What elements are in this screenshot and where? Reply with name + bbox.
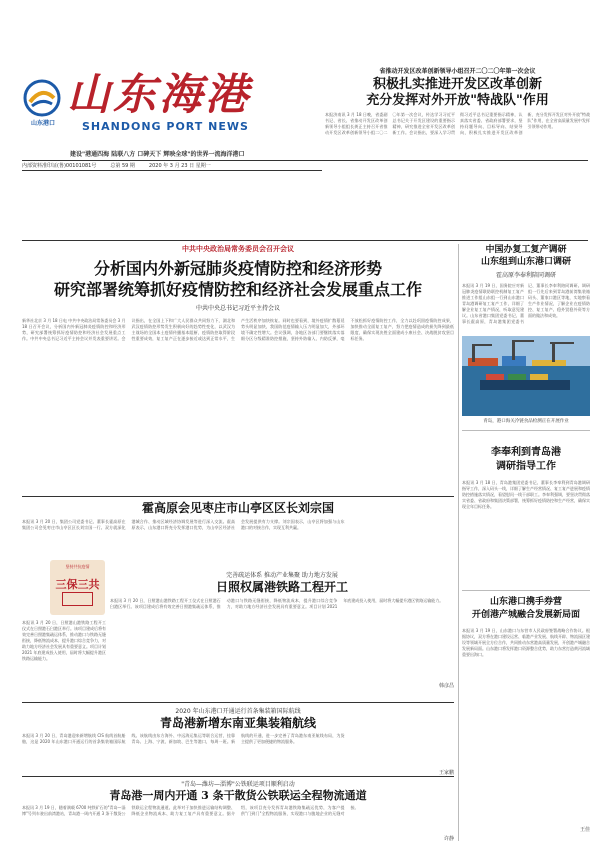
masthead-slogan: 建设"港通四海 陆联八方 口碑天下 辉映全球"的世界一流海洋港口 xyxy=(70,151,245,158)
top-story xyxy=(325,66,590,240)
divider-side-1 xyxy=(462,430,590,431)
side-story-2-title-1: 李奉利到青岛港 xyxy=(491,447,561,458)
issue-date: 2020 年 3 月 23 日 星期一 xyxy=(148,163,211,169)
story-rail-title: 青岛港一周内开通 3 条干散货公铁联运全程物流通道 xyxy=(109,789,367,802)
story-railway-left-col: 本报讯 3 月 20 日，日照港山港铁路工程开工仪式在日照港石臼港区举行。该项目建成后将有效完善日照港集疏运体系，推动港口与铁路无缝衔接，降低物流成本，提升港口综合竞争力，对助力地方经济社会发展具有重要意义。项目计划 2021 年底建成投入使用，届时将大幅提升港区铁路运输能力。 xyxy=(22,620,106,661)
story-rail-body: 本报讯 3 月 19 日，随着满载 6700 吨铁矿石的"青岛—淄博"号列车驶出前湾港站，青岛港一周内开通 3 条干散货公铁联运全程物流通道。此举对于加快推进运输结构调整、降低企业物流成本、助力复工复产具有重要意义。据介绍，该项目充分发挥青岛港铁路集疏运优势，为客户提供"门到门"全程物流服务，实现港口与腹地企业的无缝对接。 xyxy=(22,805,359,816)
side-story-3 xyxy=(462,596,590,841)
side-story-3-title-1: 山东港口携手券营 xyxy=(489,597,562,607)
masthead-english: SHANDONG PORT NEWS xyxy=(82,120,249,133)
side-story-2-body: 本报讯 3 月 18 日，青岛港集团党委书记、董事长李奉利到青岛港调研指导工作，深入码头一线，详细了解生产经营情况、复工复产进展和疫情防控措施落实情况，看望慰问一线干部职工。李奉利强调，要坚决贯彻落实省委、省政府和集团决策部署，统筹抓好疫情防控和生产经营，确保实现全年目标任务。 xyxy=(462,480,590,509)
top-story-title-2: 充分发挥对外开放"特战队"作用 xyxy=(366,93,549,108)
side-story-1-body: 本报讯 3 月 19 日，国务院应对新冠肺炎疫情联防联控机制复工复产推进工作组山东组一行到山东港口青岛港调研复工复产工作，详细了解企业复工复产情况，听取意见建议。山东省港口集团党委书记、董事长霍高原，青岛港集团党委书记、董事长李奉利陪同调研。调研组一行先后来到青岛港前湾集装箱码头、董家口港区等地，实地察看生产作业情况，了解企业在疫情防控、复工复产、稳外贸稳外资等方面的做法和成效。 xyxy=(462,283,590,324)
stamp-box xyxy=(62,592,93,606)
side-story-2 xyxy=(462,446,590,586)
side-story-1-title-2: 中国办复工复产调研 xyxy=(485,245,567,255)
stamp-text: 三保三共 xyxy=(55,578,100,591)
story-shipping-body: 本报讯 3 月 20 日，青岛港迎来新增航线 CIS 航线首航船舶，这是 2020 年山东港口开通运行的首条集装箱国际航线。该航线由东方海外、中远海运集运等联合运营，挂靠青岛、上海、宁波、新加坡、巴生等港口，每周一班。新航线的开通，进一步完善了青岛港东南亚航线布局，为货主提供了更加便捷的物流服务。 xyxy=(22,733,345,744)
divider-4 xyxy=(22,776,454,777)
side-story-1-subtitle: 霍高原李奉利陪同调研 xyxy=(495,272,556,279)
side-story-1-title-3: 山东组到山东港口调研 xyxy=(480,257,571,267)
lead-story-title-1: 分析国内外新冠肺炎疫情防控和经济形势 xyxy=(93,259,382,278)
masthead-rule-bottom xyxy=(22,170,322,171)
story-railway-kicker: 完善疏运体系 推动产业集聚 助力地方发展 xyxy=(226,572,338,579)
stamp-graphic xyxy=(50,560,105,615)
photo-caption: 青岛，港口海关冷链食品检测正在开展作业 xyxy=(483,419,569,424)
masthead-title: 山东海港 xyxy=(67,70,251,120)
side-story-3-author: 王佳 xyxy=(579,827,590,833)
story-railway-author: 韩彦昌 xyxy=(438,683,454,689)
top-story-body: 本报济南讯 3 月 18 日晚，省委副书记、省长、省推动开发区改革创新领导小组组长龚正主持召开省推动开发区改革创新领导小组二〇二〇年第一次会议，传达学习习近平总书记关于开发区建设的重要指示精神，研究推进全省开发区改革创新工作。会议指出，要深入学习贯彻习近平总书记重要指示精神，认真落实省委、省政府部署要求，坚持问题导向、目标导向、结果导向，积极扎实推进开发区改革创新，充分发挥开发区对外开放"特战队"作用，在全省高质量发展中发挥引领带动作用。 xyxy=(325,112,590,135)
divider-2 xyxy=(22,496,454,497)
story-shipping xyxy=(22,706,454,774)
side-story-2-title-2: 调研指导工作 xyxy=(496,461,556,472)
story-railway-body: 本报讯 3 月 20 日，日照港山港铁路工程开工仪式在日照港石臼港区举行。该项目建成后将有效完善日照港集疏运体系，推动港口与铁路无缝衔接，降低物流成本，提升港口综合竞争力，对助力地方经济社会发展具有重要意义。项目计划 2021 年底建成投入使用，届时将大幅提升港区铁路运输能力。 xyxy=(110,598,444,609)
lead-story-kicker: 中共中央政治局常务委员会召开会议 xyxy=(182,245,294,253)
story-railway xyxy=(110,570,454,698)
top-story-title-1: 积极扎实推进开发区改革创新 xyxy=(372,77,542,92)
total-issue: 总第 59 期 xyxy=(110,163,135,169)
port-photo-image xyxy=(462,336,590,416)
column-divider-right xyxy=(458,244,459,841)
top-story-kicker: 省推动开发区改革创新领导小组召开二〇二〇年第一次会议 xyxy=(379,68,536,75)
side-story-3-title-2: 开创港产城融合发展新局面 xyxy=(471,610,580,620)
story-huo-body: 本报讯 3 月 20 日，集团公司党委书记、董事长霍高原在集团公司会见枣庄市山亭区区长刘宗国一行。双方就深化港城合作、推动区域经济协调发展等进行深入交流。霍高原表示，山东港口将充分发挥港口优势，为山亭区经济社会发展提供有力支撑。刘宗国表示，山亭区将加强与山东港口的对接合作，实现互利共赢。 xyxy=(22,519,345,530)
divider-side-2 xyxy=(462,590,590,591)
lead-story-title-2: 研究部署统筹抓好疫情防控和经济社会发展重点工作 xyxy=(53,280,422,299)
stamp-sub: 坚持共抗疫情 xyxy=(65,564,90,569)
port-photo xyxy=(462,336,590,416)
lead-story-subtitle: 中共中央总书记习近平主持会议 xyxy=(195,305,280,312)
lead-story-body: 新华社北京 3 月 18 日电 中共中央政治局常务委员会 3 月 18 日召开会议，分析国内外新冠肺炎疫情防控和经济形势，研究部署统筹抓好疫情防控和经济社会发展重点工作。中共中央总书记习近平主持会议并发表重要讲话。会议指出，在全国上下和广大人民群众共同努力下，湖北和武汉疫情防控形势发生积极向好的趋势性变化，以武汉为主战场的全国本土疫情传播基本阻断，疫情防控取得阶段性重要成效，复工复产正在逐步接近或达到正常水平，生产生活秩序加快恢复。同时也要看到，境外疫情扩散蔓延势头明显加快，我国防范疫情输入压力明显加大，外部环境不确定性增大。会议强调，各地区各部门要继续落实落细分区分级精准防控措施，坚持外防输入、内防反弹，毫不放松抓好疫情防控工作，全力以赴巩固疫情防控成果，加快推动全面复工复产，努力把疫情造成的损失降到最低限度，确保实现决胜全面建成小康社会、决战脱贫攻坚目标任务。 xyxy=(22,318,454,341)
story-rail xyxy=(22,779,454,843)
issue-info xyxy=(22,162,302,169)
port-logo xyxy=(22,78,62,118)
masthead xyxy=(22,70,322,148)
story-shipping-title: 青岛港新增东南亚集装箱航线 xyxy=(159,716,316,730)
story-shipping-kicker: 2020 年山东港口开通运行首条集装箱国际航线 xyxy=(175,708,301,715)
story-huo-title: 霍高原会见枣庄市山亭区区长刘宗国 xyxy=(141,501,334,515)
story-rail-kicker: "青岛—潍坊—淄博"公铁联运项目顺利启动 xyxy=(181,781,295,788)
story-shipping-author: 王家鹏 xyxy=(438,770,454,776)
side-story-3-body: 本报讯 3 月 19 日，山东港口与东营市人民政府签署战略合作协议。根据协议，双方将在港口建设运营、临港产业发展、航线开辟、物流园区建设等领域开展全方位合作，共同推动东营港高质量发展，开创港产城融合发展新局面。山东港口将发挥港口资源整合优势，助力东营打造黄河流域重要出海口。 xyxy=(462,628,590,657)
divider-1 xyxy=(22,240,588,241)
story-railway-title: 日照权属港铁路工程开工 xyxy=(215,580,348,594)
issue-number: 内部资料准印证(鲁)00101081号 xyxy=(22,163,97,169)
lead-story xyxy=(22,244,454,494)
story-rail-author: 许静 xyxy=(443,836,454,842)
divider-3 xyxy=(22,702,454,703)
port-logo-icon xyxy=(22,78,62,118)
logo-chars: 山东港口 xyxy=(30,120,55,127)
